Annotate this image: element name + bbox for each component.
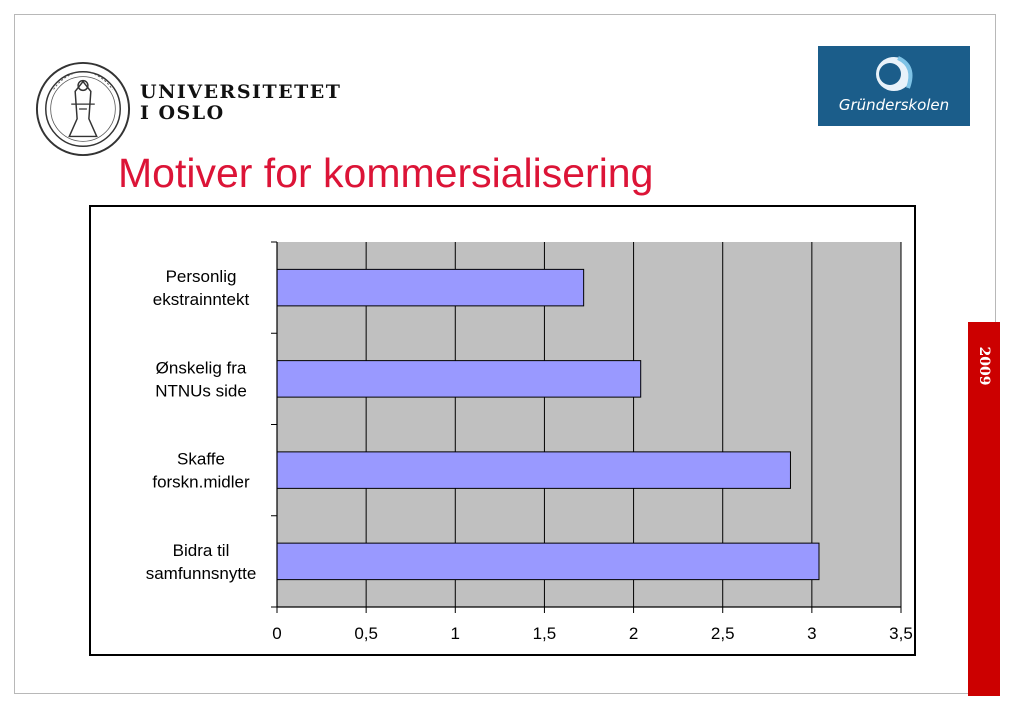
x-tick-label: 1 [450, 624, 461, 643]
category-label-line: Personlig [165, 267, 237, 287]
category-label-line: NTNUs side [155, 381, 247, 401]
chart-container [89, 205, 916, 656]
x-tick-label: 2 [628, 624, 639, 643]
university-name [140, 82, 341, 124]
bar [277, 361, 641, 398]
page-title: Motiver for kommersialisering [118, 150, 654, 196]
university-seal-icon [34, 60, 132, 158]
category-label [152, 450, 250, 492]
category-label-line: Bidra til [172, 540, 230, 560]
university-name-line2: I OSLO [140, 102, 225, 124]
category-label-line: Ønskelig fra [155, 358, 247, 378]
x-tick-label: 3 [807, 624, 817, 643]
grunderskolen-swirl-icon [868, 52, 920, 96]
category-label [146, 541, 257, 583]
year-label: 2009 [976, 346, 992, 386]
category-label-line: forskn.midler [152, 472, 250, 492]
year-side-tab [968, 322, 1000, 696]
category-label-line: ekstrainntekt [152, 290, 250, 310]
x-tick-label: 0 [272, 624, 282, 643]
x-tick-label: 0,5 [354, 624, 378, 643]
category-label [153, 267, 250, 309]
x-tick-label: 3,5 [889, 624, 913, 643]
bar [277, 269, 584, 306]
category-label-line: Skaffe [177, 449, 225, 469]
university-name-line1: UNIVERSITETET [140, 81, 342, 103]
grunderskolen-logo [818, 46, 970, 126]
bar [277, 543, 819, 580]
bar [277, 452, 790, 489]
x-tick-label: 2,5 [710, 624, 735, 643]
bar-chart [91, 207, 918, 658]
x-tick-label: 1,5 [532, 624, 557, 643]
grunderskolen-text: Gründerskolen [838, 96, 950, 114]
category-label-line: samfunnsnytte [145, 563, 257, 583]
category-label [155, 358, 247, 400]
